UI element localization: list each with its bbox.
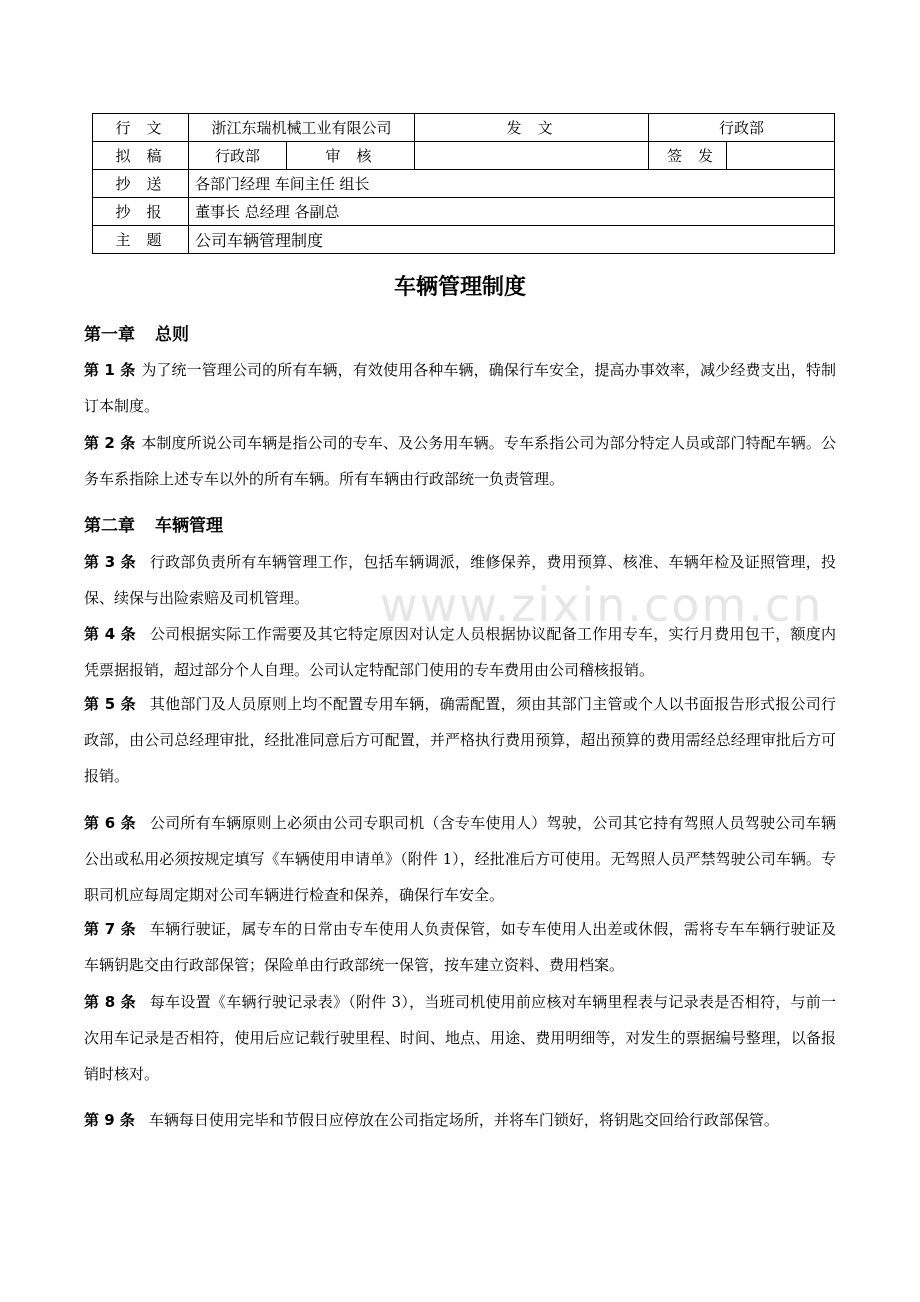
chapter-number: 第二章: [84, 516, 135, 536]
article-number: 第 8 条: [84, 993, 136, 1011]
chapter-heading-1: [84, 320, 189, 345]
article-1: [84, 352, 836, 424]
article-number: 第 4 条: [84, 625, 136, 643]
article-3: [84, 544, 836, 616]
article-7: [84, 911, 836, 983]
article-2: [84, 425, 836, 497]
article-4: [84, 616, 836, 688]
label-chaosong: 抄送: [93, 170, 189, 198]
article-text: 每车设置《车辆行驶记录表》（附件 3），当班司机使用前应核对车辆里程表与记录表是否相符，与前一次用车记录是否相符，使用后应记载行驶里程、时间、地点、用途、费用明细等，对发生的票据编号整理，以备报销时核对。: [84, 993, 836, 1083]
article-number: 第 9 条: [84, 1111, 135, 1129]
article-number: 第 2 条: [84, 434, 136, 452]
article-9: [84, 1102, 836, 1138]
nigao-dept: 行政部: [189, 142, 287, 170]
header-row-zhuti: [93, 226, 835, 254]
qianfa-value: [727, 142, 835, 170]
label-qianfa: 签发: [649, 142, 727, 170]
fawen-dept: 行政部: [649, 114, 835, 142]
shenhe-value: [415, 142, 649, 170]
article-6: [84, 805, 836, 913]
article-text: 车辆行驶证，属专车的日常由专车使用人负责保管，如专车使用人出差或休假，需将专车车辆行驶证及车辆钥匙交由行政部保管；保险单由行政部统一保管，按车建立资料、费用档案。: [84, 920, 836, 974]
article-8: [84, 984, 836, 1092]
chaobao-value: 董事长 总经理 各副总: [189, 198, 835, 226]
watermark: www.zixin.com.cn: [380, 578, 824, 632]
chaosong-value: 各部门经理 车间主任 组长: [189, 170, 835, 198]
label-chaobao: 抄报: [93, 198, 189, 226]
document-title: 车辆管理制度: [393, 275, 526, 300]
chapter-name: 总则: [155, 325, 189, 345]
label-zhuti: 主题: [93, 226, 189, 254]
article-5: [84, 686, 836, 794]
article-text: 车辆每日使用完毕和节假日应停放在公司指定场所，并将车门锁好，将钥匙交回给行政部保管。: [148, 1111, 779, 1129]
document-header-table: [92, 113, 835, 254]
article-number: 第 3 条: [84, 553, 136, 571]
zhuti-value: 公司车辆管理制度: [189, 226, 835, 254]
article-text: 行政部负责所有车辆管理工作，包括车辆调派，维修保养，费用预算、核准、车辆年检及证照管理，投保、续保与出险索赔及司机管理。: [84, 553, 836, 607]
label-shenhe: 审核: [287, 142, 415, 170]
label-fawen: 发文: [415, 114, 649, 142]
chapter-number: 第一章: [84, 325, 135, 345]
label-nigao: 拟稿: [93, 142, 189, 170]
label-xingwen: 行文: [93, 114, 189, 142]
article-number: 第 6 条: [84, 814, 136, 832]
article-number: 第 1 条: [84, 361, 136, 379]
header-row-chaobao: [93, 198, 835, 226]
article-text: 其他部门及人员原则上均不配置专用车辆，确需配置，须由其部门主管或个人以书面报告形式报公司行政部，由公司总经理审批，经批准同意后方可配置，并严格执行费用预算，超出预算的费用需经总经理审批后方可报销。: [84, 695, 836, 785]
article-number: 第 7 条: [84, 920, 136, 938]
article-text: 为了统一管理公司的所有车辆，有效使用各种车辆，确保行车安全，提高办事效率，减少经费支出，特制订本制度。: [84, 361, 836, 415]
article-text: 公司所有车辆原则上必须由公司专职司机（含专车使用人）驾驶，公司其它持有驾照人员驾驶公司车辆公出或私用必须按规定填写《车辆使用申请单》（附件 1），经批准后方可使用。无驾照人员严禁驾驶公司车辆。专职司机应每周定期对公司车辆进行检查和保养，确保行车安全。: [84, 814, 836, 904]
chapter-heading-2: [84, 511, 223, 536]
article-text: 本制度所说公司车辆是指公司的专车、及公务用车辆。专车系指公司为部分特定人员或部门特配车辆。公务车系指除上述专车以外的所有车辆。所有车辆由行政部统一负责管理。: [84, 434, 836, 488]
header-row-chaosong: [93, 170, 835, 198]
company-name: 浙江东瑞机械工业有限公司: [189, 114, 415, 142]
article-number: 第 5 条: [84, 695, 136, 713]
article-text: 公司根据实际工作需要及其它特定原因对认定人员根据协议配备工作用专车，实行月费用包干，额度内凭票据报销，超过部分个人自理。公司认定特配部门使用的专车费用由公司稽核报销。: [84, 625, 836, 679]
chapter-name: 车辆管理: [155, 516, 223, 536]
header-row-nigao: [93, 142, 835, 170]
header-row-xingwen: [93, 114, 835, 142]
